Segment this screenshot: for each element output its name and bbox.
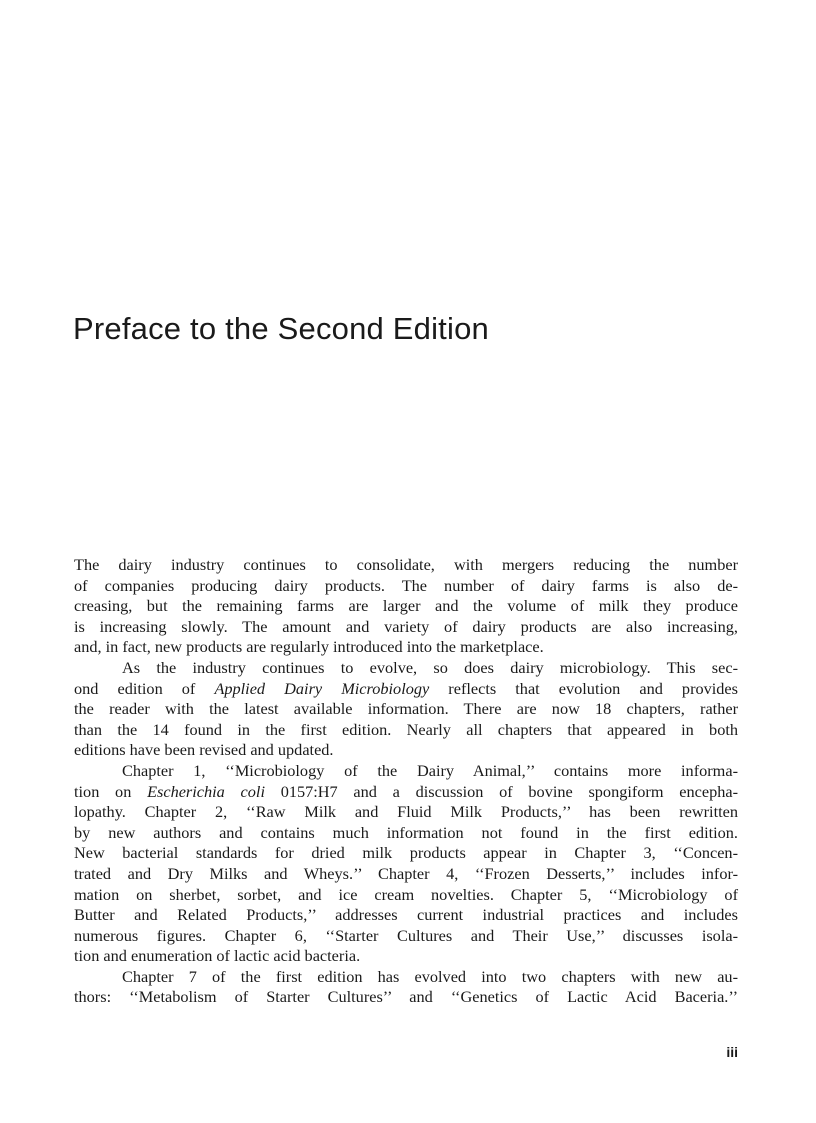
- text-line: Chapter 7 of the first edition has evolved into two chapters with new au-: [122, 966, 738, 986]
- preface-body: [74, 555, 738, 1008]
- text-line: mation on sherbet, sorbet, and ice cream novelties. Chapter 5, ‘‘Microbiology of: [74, 884, 738, 904]
- text-line: by new authors and contains much information not found in the first edition.: [74, 822, 738, 842]
- text-run: ond edition of: [74, 678, 215, 698]
- text-run: 0157:H7 and a discussion of bovine spongiform encepha-: [264, 781, 738, 801]
- page-number: iii: [726, 1044, 738, 1060]
- species-name-italic: Escherichia coli: [147, 781, 265, 801]
- text-line: As the industry continues to evolve, so does dairy microbiology. This sec-: [122, 657, 738, 677]
- text-line: [74, 782, 738, 803]
- text-line: Butter and Related Products,’’ addresses current industrial practices and includes: [74, 905, 738, 925]
- text-line: [74, 679, 738, 700]
- text-line: than the 14 found in the first edition. Nearly all chapters that appeared in both: [74, 719, 738, 739]
- text-line: the reader with the latest available information. There are now 18 chapters, rather: [74, 699, 738, 719]
- text-line: and, in fact, new products are regularly introduced into the marketplace.: [74, 637, 544, 657]
- text-line: Chapter 1, ‘‘Microbiology of the Dairy Animal,’’ contains more informa-: [122, 760, 738, 780]
- text-line: New bacterial standards for dried milk products appear in Chapter 3, ‘‘Concen-: [74, 843, 738, 863]
- text-line: editions have been revised and updated.: [74, 740, 334, 760]
- text-line: numerous figures. Chapter 6, ‘‘Starter Cultures and Their Use,’’ discusses isola-: [74, 925, 738, 945]
- text-line: lopathy. Chapter 2, ‘‘Raw Milk and Fluid Milk Products,’’ has been rewritten: [74, 802, 738, 822]
- text-line: of companies producing dairy products. The number of dairy farms is also de-: [74, 575, 738, 595]
- text-line: tion and enumeration of lactic acid bacteria.: [74, 946, 361, 966]
- text-line: creasing, but the remaining farms are larger and the volume of milk they produce: [74, 596, 738, 616]
- text-line: The dairy industry continues to consolidate, with mergers reducing the number: [74, 555, 738, 574]
- page-title: Preface to the Second Edition: [73, 310, 489, 346]
- text-line: thors: ‘‘Metabolism of Starter Cultures’’ and ‘‘Genetics of Lactic Acid Baceria.’’: [74, 987, 738, 1007]
- text-line: is increasing slowly. The amount and variety of dairy products are also increasing,: [74, 616, 738, 636]
- text-run: tion on: [74, 781, 148, 801]
- book-title-italic: Applied Dairy Microbiology: [214, 678, 430, 698]
- text-line: trated and Dry Milks and Wheys.’’ Chapter 4, ‘‘Frozen Desserts,’’ includes infor-: [74, 863, 738, 883]
- text-run: reflects that evolution and provides: [429, 678, 738, 698]
